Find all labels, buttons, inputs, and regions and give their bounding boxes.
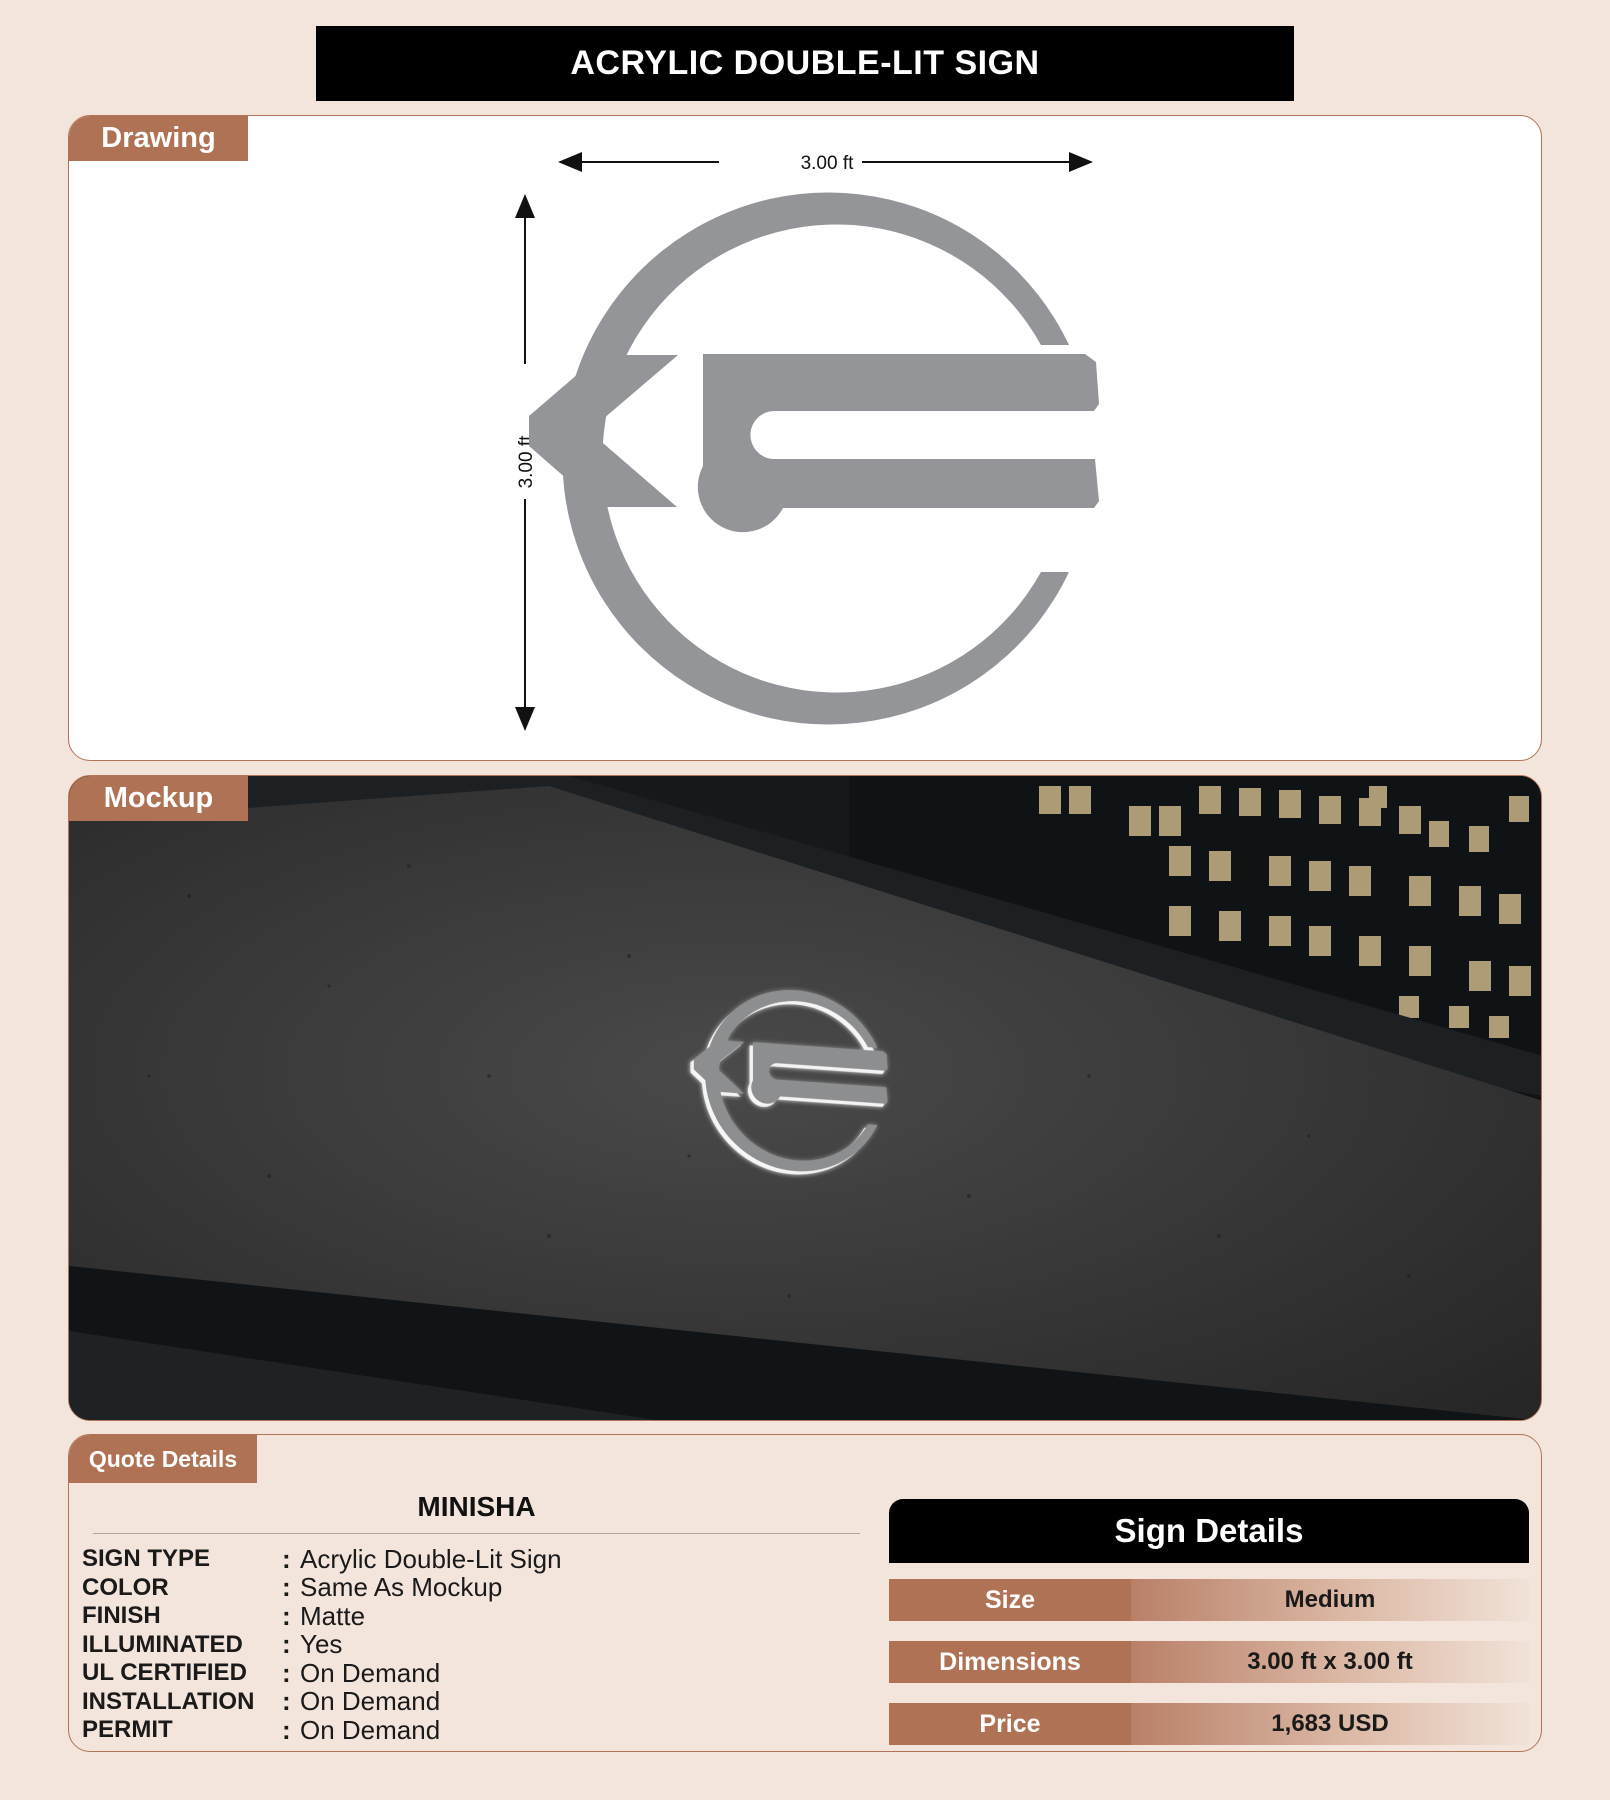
sign-detail-size bbox=[889, 1579, 1529, 1621]
spec-colon: : bbox=[282, 1629, 291, 1660]
page-title: ACRYLIC DOUBLE-LIT SIGN bbox=[316, 26, 1294, 101]
spec-row-color bbox=[82, 1574, 562, 1603]
spec-row-illuminated bbox=[82, 1631, 562, 1660]
mockup-scene bbox=[69, 776, 1542, 1421]
spec-value: Yes bbox=[300, 1629, 343, 1660]
spec-value: On Demand bbox=[300, 1686, 441, 1717]
mockup-tab: Mockup bbox=[69, 776, 248, 821]
spec-label: PERMIT bbox=[82, 1716, 173, 1744]
quote-tab: Quote Details bbox=[69, 1435, 257, 1483]
height-dimension bbox=[516, 196, 537, 729]
spec-row-installation bbox=[82, 1688, 562, 1717]
drawing-panel bbox=[68, 115, 1542, 761]
sign-detail-key: Price bbox=[889, 1703, 1131, 1745]
spec-row-ul-certified bbox=[82, 1659, 562, 1688]
spec-value: Acrylic Double-Lit Sign bbox=[300, 1543, 562, 1574]
drawing-tab: Drawing bbox=[69, 116, 248, 161]
sign-detail-value: 3.00 ft x 3.00 ft bbox=[1131, 1641, 1529, 1683]
quote-panel bbox=[68, 1434, 1542, 1752]
sign-detail-key: Dimensions bbox=[889, 1641, 1131, 1683]
spec-colon: : bbox=[282, 1686, 291, 1717]
spec-value: On Demand bbox=[300, 1657, 441, 1688]
spec-label: COLOR bbox=[82, 1573, 169, 1601]
spec-colon: : bbox=[282, 1714, 291, 1745]
drawing-canvas bbox=[69, 116, 1542, 761]
sign-detail-dimensions bbox=[889, 1641, 1529, 1683]
spec-row-permit bbox=[82, 1716, 562, 1745]
height-label: 3.00 ft bbox=[516, 435, 537, 489]
sign-detail-key: Size bbox=[889, 1579, 1131, 1621]
spec-row-sign-type bbox=[82, 1545, 562, 1574]
spec-value: Same As Mockup bbox=[300, 1572, 503, 1603]
sign-details-header: Sign Details bbox=[889, 1499, 1529, 1563]
spec-label: ILLUMINATED bbox=[82, 1630, 243, 1658]
spec-colon: : bbox=[282, 1657, 291, 1688]
sign-detail-value: 1,683 USD bbox=[1131, 1703, 1529, 1745]
spec-row-finish bbox=[82, 1602, 562, 1631]
spec-value: Matte bbox=[300, 1600, 366, 1631]
mockup-panel bbox=[68, 775, 1542, 1421]
spec-label: FINISH bbox=[82, 1602, 161, 1630]
spec-colon: : bbox=[282, 1572, 291, 1603]
spec-label: SIGN TYPE bbox=[82, 1545, 211, 1573]
spec-value: On Demand bbox=[300, 1714, 441, 1745]
width-dimension bbox=[560, 153, 1091, 174]
spec-colon: : bbox=[282, 1600, 291, 1631]
spec-label: INSTALLATION bbox=[82, 1687, 255, 1715]
sign-detail-value: Medium bbox=[1131, 1579, 1529, 1621]
sign-detail-price bbox=[889, 1703, 1529, 1745]
spec-colon: : bbox=[282, 1543, 291, 1574]
spec-label: UL CERTIFIED bbox=[82, 1659, 247, 1687]
width-label: 3.00 ft bbox=[800, 153, 854, 174]
client-name: MINISHA bbox=[93, 1491, 860, 1534]
spec-list bbox=[82, 1545, 562, 1745]
kc-logo-drawing bbox=[529, 192, 1099, 724]
